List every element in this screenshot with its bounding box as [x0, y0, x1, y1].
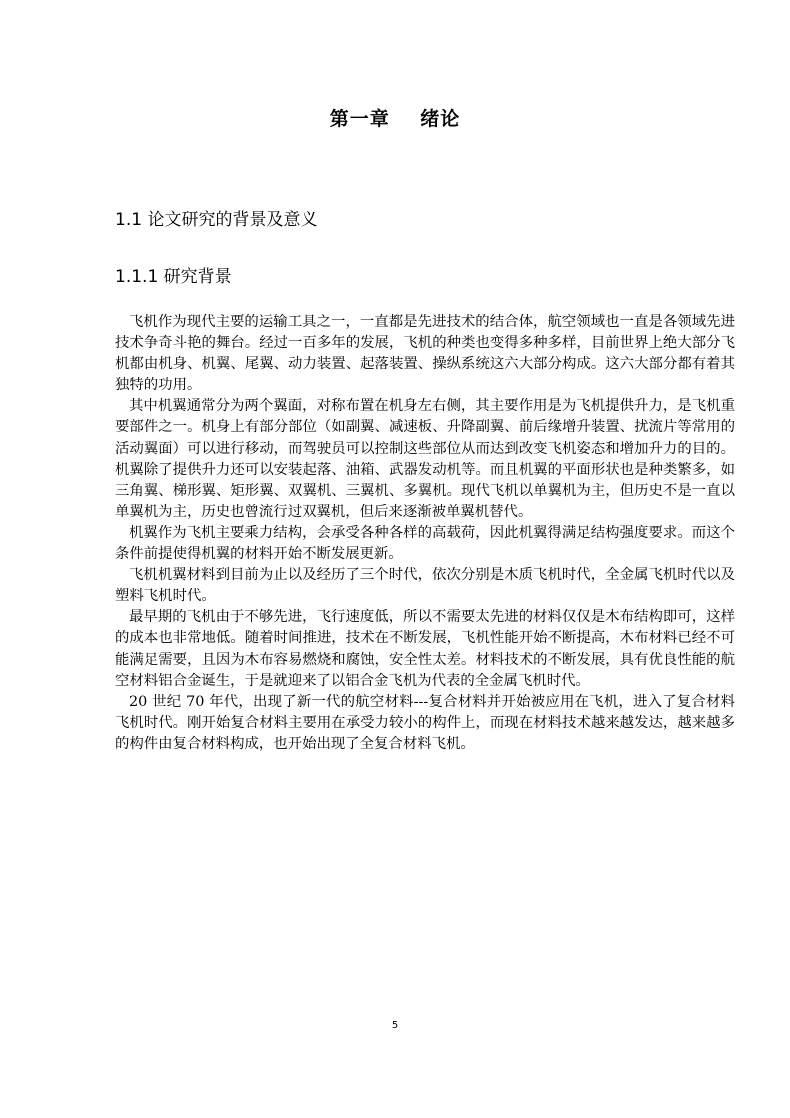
section-title: 1.1 论文研究的背景及意义	[115, 210, 318, 230]
chapter-title: 第一章 绪论	[329, 108, 461, 130]
paragraph-6: 20 世纪 70 年代，出现了新一代的航空材料---复合材料并开始被应用在飞机，进入了复合材料飞机时代。刚开始复合材料主要用在承受力较小的构件上，而现在材料技术越来越发达，越来越多的构件由复合材料构成，也开始出现了全复合材料飞机。	[115, 693, 735, 752]
paragraph-1: 飞机作为现代主要的运输工具之一，一直都是先进技术的结合体，航空领域也一直是各领域先进技术争奇斗艳的舞台。经过一百多年的发展，飞机的种类也变得多种多样，目前世界上绝大部分飞机都由机身、机翼、尾翼、动力装置、起落装置、操纵系统这六大部分构成。这六大部分都有着其独特的功用。	[115, 314, 735, 394]
paragraph-3: 机翼作为飞机主要乘力结构，会承受各种各样的高载荷，因此机翼得满足结构强度要求。而这个条件前提使得机翼的材料开始不断发展更新。	[115, 524, 735, 563]
body-text	[115, 312, 735, 755]
page-number: 5	[391, 1020, 399, 1031]
paragraph-5: 最早期的飞机由于不够先进，飞行速度低，所以不需要太先进的材料仅仅是木布结构即可，这样的成本也非常地低。随着时间推进，技术在不断发展，飞机性能开始不断提高，木布材料已经不可能满足需要，且因为木布容易燃烧和腐蚀，安全性太差。材料技术的不断发展，具有优良性能的航空材料铝合金诞生，于是就迎来了以铝合金飞机为代表的全金属飞机时代。	[115, 609, 735, 689]
paragraph-4: 飞机机翼材料到目前为止以及经历了三个时代，依次分别是木质飞机时代，全金属飞机时代以及塑料飞机时代。	[115, 567, 735, 605]
paragraph-2: 其中机翼通常分为两个翼面，对称布置在机身左右侧，其主要作用是为飞机提供升力，是飞机重要部件之一。机身上有部分部位（如副翼、减速板、升降副翼、前后缘增升装置、扰流片等常用的活动翼面）可以进行移动，而驾驶员可以控制这些部位从而达到改变飞机姿态和增加升力的目的。机翼除了提供升力还可以安装起落、油箱、武器发动机等。而且机翼的平面形状也是种类繁多，如三角翼、梯形翼、矩形翼、双翼机、三翼机、多翼机。现代飞机以单翼机为主，但历史不是一直以单翼机为主，历史也曾流行过双翼机，但后来逐渐被单翼机替代。	[115, 398, 735, 520]
subsection-title: 1.1.1 研究背景	[115, 267, 232, 287]
